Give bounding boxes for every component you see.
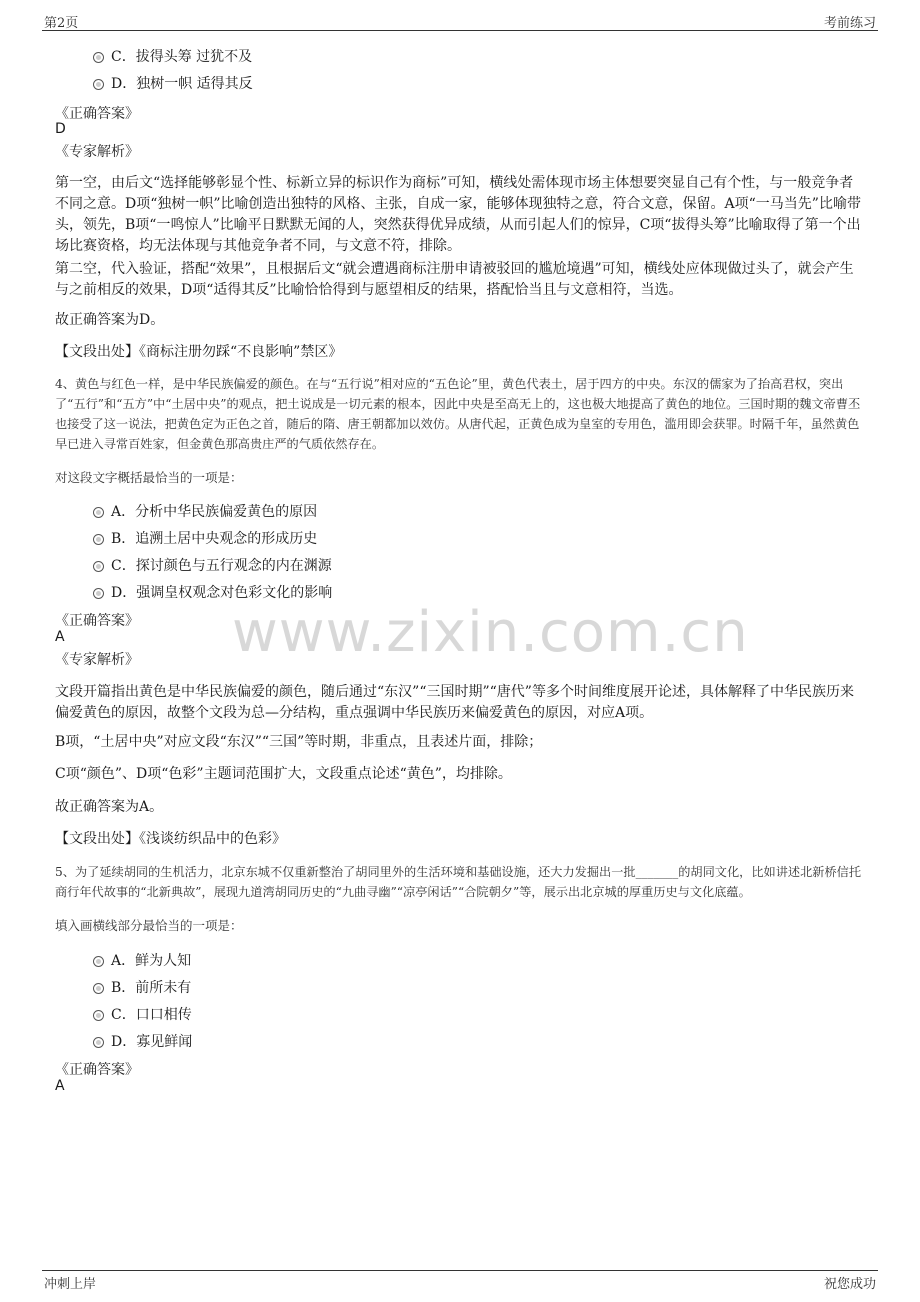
radio-icon[interactable]: [93, 52, 104, 63]
q3-option-d[interactable]: D．独树一帜 适得其反: [93, 73, 253, 93]
q4-source: 【文段出处】《浅谈纺织品中的色彩》: [55, 831, 286, 847]
q4-analysis-para-1: 文段开篇指出黄色是中华民族偏爱的颜色，随后通过“东汉”“三国时期”“唐代”等多个时间维度展开论述，具体解释了中华民族历来偏爱黄色的原因，故整个文段为总—分结构，重点强调中华民族历来偏爱黄色的原因，对应A项。: [55, 684, 854, 721]
q5-option-c[interactable]: C．口口相传: [93, 1004, 192, 1024]
q5-stem: 5、为了延续胡同的生机活力，北京东城不仅重新整治了胡同里外的生活环境和基础设施，还大力发掘出一批_______的胡同文化，比如讲述北新桥信托商行年代故事的“北新典故”，展现九道湾胡同历史的“九曲寻幽”“凉亭闲话”“合院朝夕”等，展示出北京城的厚重历史与文化底蕴。: [55, 865, 862, 899]
q4-analysis-para-2: B项，“土居中央”对应文段“东汉”“三国”等时期，非重点，且表述片面，排除；: [55, 734, 543, 750]
q5-answer: A: [55, 1078, 65, 1094]
radio-icon[interactable]: [93, 1010, 104, 1021]
q4-option-d[interactable]: D．强调皇权观念对色彩文化的影响: [93, 582, 332, 602]
q4-option-b[interactable]: B．追溯土居中央观念的形成历史: [93, 528, 317, 548]
q3-analysis-para-2: 第二空，代入验证，搭配“效果”，且根据后文“就会遭遇商标注册申请被驳回的尴尬境遇”可知，横线处应体现做过头了，就会产生与之前相反的效果，D项“适得其反”比喻恰恰得到与愿望相反的结果，搭配恰当且与文意相符，当选。: [55, 261, 854, 298]
q5-option-b[interactable]: B．前所未有: [93, 977, 191, 997]
q5-option-d[interactable]: D．寡见鲜闻: [93, 1031, 192, 1051]
q5-instruction: 填入画横线部分最恰当的一项是：: [55, 918, 243, 933]
page-header: [42, 10, 878, 31]
radio-icon[interactable]: [93, 956, 104, 967]
radio-icon[interactable]: [93, 534, 104, 545]
q3-source: 【文段出处】《商标注册勿踩“不良影响”禁区》: [55, 344, 343, 360]
q4-answer: A: [55, 629, 65, 645]
q5-answer-label: 《正确答案》: [55, 1062, 139, 1078]
q3-analysis-conclusion: 故正确答案为D。: [55, 312, 165, 328]
footer-right-text: 祝您成功: [823, 1277, 876, 1292]
radio-icon[interactable]: [93, 1037, 104, 1048]
q4-analysis-conclusion: 故正确答案为A。: [55, 799, 164, 815]
page-number: 第2页: [44, 16, 79, 31]
q4-analysis-label: 《专家解析》: [55, 652, 139, 668]
footer-left-text: 冲刺上岸: [44, 1277, 97, 1292]
q3-option-c[interactable]: C．拔得头筹 过犹不及: [93, 46, 252, 66]
radio-icon[interactable]: [93, 561, 104, 572]
radio-icon[interactable]: [93, 507, 104, 518]
q4-answer-label: 《正确答案》: [55, 613, 139, 629]
q3-answer: D: [55, 121, 66, 137]
q4-option-a[interactable]: A．分析中华民族偏爱黄色的原因: [93, 501, 317, 521]
page-footer: [42, 1270, 878, 1295]
q3-answer-label: 《正确答案》: [55, 106, 139, 122]
watermark: www.zixin.com.cn: [232, 600, 749, 665]
q4-analysis-para-3: C项“颜色”、D项“色彩”主题词范围扩大，文段重点论述“黄色”，均排除。: [55, 766, 512, 782]
q4-instruction: 对这段文字概括最恰当的一项是：: [55, 470, 243, 485]
radio-icon[interactable]: [93, 79, 104, 90]
q4-stem: 4、黄色与红色一样，是中华民族偏爱的颜色。在与“五行说”相对应的“五色论”里，黄色代表土，居于四方的中央。东汉的儒家为了抬高君权，突出了“五行”和“五方”中“土居中央”的观点，把土说成是一切元素的根本，因此中央是至高无上的，这也极大地提高了黄色的地位。三国时期的魏文帝曹丕也接受了这一说法，把黄色定为正色之首，随后的隋、唐王朝都加以效仿。从唐代起，正黄色成为皇室的专用色，滥用即会获罪。时隔千年，虽然黄色早已进入寻常百姓家，但金黄色那高贵庄严的气质依然存在。: [55, 377, 861, 451]
radio-icon[interactable]: [93, 983, 104, 994]
q5-option-a[interactable]: A．鲜为人知: [93, 950, 191, 970]
q3-analysis-para-1: 第一空，由后文“选择能够彰显个性、标新立异的标识作为商标”可知，横线处需体现市场主体想要突显自己有个性，与一般竞争者不同之意。D项“独树一帜”比喻创造出独特的风格、主张，自成一家，能够体现独特之意，符合文意，保留。A项“一马当先”比喻带头，领先，B项“一鸣惊人”比喻平日默默无闻的人，突然获得优异成绩，从而引起人们的惊异，C项“拔得头筹”比喻取得了第一个出场比赛资格，均无法体现与其他竞争者不同，与文意不符，排除。: [55, 175, 861, 254]
header-title: 考前练习: [823, 16, 876, 31]
radio-icon[interactable]: [93, 588, 104, 599]
q3-analysis-label: 《专家解析》: [55, 144, 139, 160]
q4-option-c[interactable]: C．探讨颜色与五行观念的内在渊源: [93, 555, 332, 575]
